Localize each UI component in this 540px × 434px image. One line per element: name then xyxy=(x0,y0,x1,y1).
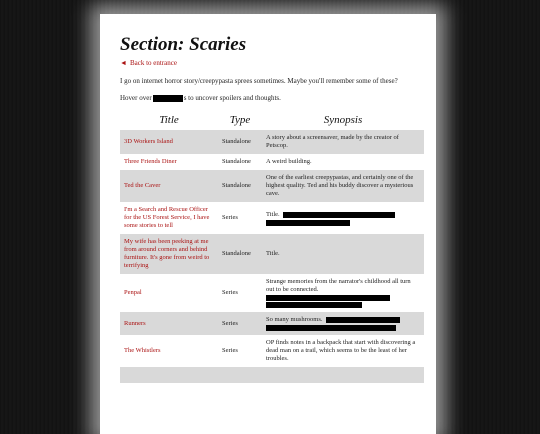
back-link[interactable] xyxy=(120,59,424,67)
header-title: Title xyxy=(159,114,179,126)
spoiler-redaction[interactable] xyxy=(266,325,396,331)
hover-hint-prefix: Hover over xyxy=(120,94,152,102)
story-type: Standalone xyxy=(218,234,262,274)
story-type xyxy=(218,367,262,383)
synopsis-line xyxy=(266,211,420,219)
story-type: Series xyxy=(222,214,238,221)
story-synopsis: Title. xyxy=(262,234,424,274)
hover-hint-suffix: s to uncover spoilers and thoughts. xyxy=(183,94,281,102)
table-row xyxy=(120,274,424,312)
table-row xyxy=(120,170,424,202)
story-title-link[interactable]: Ted the Caver xyxy=(120,170,218,202)
table-row xyxy=(120,202,424,234)
story-synopsis: One of the earliest creepypastas, and certainly one of the highest quality. Ted and his buddy discover a mysterious cave. xyxy=(262,170,424,202)
story-title-link[interactable]: 3D Workers Island xyxy=(120,130,218,154)
page-title: Section: Scaries xyxy=(120,34,247,55)
back-link-label: Back to entrance xyxy=(129,59,177,67)
spoiler-redaction[interactable] xyxy=(266,302,362,308)
intro-text: I go on internet horror story/creepypasta sprees sometimes. Maybe you'll remember some of these? xyxy=(120,77,398,85)
header-synopsis: Synopsis xyxy=(323,114,363,126)
story-title-link[interactable]: Runners xyxy=(120,312,218,335)
story-type: Series xyxy=(222,347,238,354)
story-type: Standalone xyxy=(218,130,262,154)
story-synopsis: Strange memories from the narrator's childhood all turn out to be connected. xyxy=(266,278,411,293)
story-title-link[interactable]: I'm a Search and Rescue Officer for the US Forest Service, I have some stories to tell xyxy=(124,206,210,229)
story-type: Series xyxy=(222,289,238,296)
story-title-link[interactable]: The Whistlers xyxy=(124,347,161,354)
story-synopsis: So many mushrooms. xyxy=(266,316,323,323)
table-row xyxy=(120,335,424,367)
table-row xyxy=(120,234,424,274)
story-synopsis: A story about a screensaver, made by the creator of Petscop. xyxy=(262,130,424,154)
story-synopsis: OP finds notes in a backpack that start with discovering a dead man on a trail, which seems to be the least of her troubles. xyxy=(266,339,416,362)
story-title-link[interactable]: Three Friends Diner xyxy=(124,158,177,165)
back-arrow-icon: ◄ xyxy=(120,59,127,67)
story-synopsis-cell xyxy=(262,202,424,234)
spoiler-redaction[interactable] xyxy=(326,317,400,323)
story-synopsis xyxy=(262,367,424,383)
spoiler-redaction[interactable] xyxy=(266,295,390,301)
spoiler-sample[interactable] xyxy=(153,95,183,102)
synopsis-line xyxy=(266,316,420,324)
content-page xyxy=(100,14,436,434)
story-type: Standalone xyxy=(218,170,262,202)
spoiler-redaction[interactable] xyxy=(266,220,350,226)
table-row xyxy=(120,130,424,154)
story-title-link[interactable]: My wife has been peeking at me from around corners and behind furniture. It's gone from weird to terrifying xyxy=(120,234,218,274)
stories-table xyxy=(120,112,424,383)
table-header-row xyxy=(120,112,424,130)
story-synopsis: Title. xyxy=(266,210,280,218)
spoiler-redaction[interactable] xyxy=(283,212,395,218)
header-type: Type xyxy=(229,114,251,126)
story-title-link[interactable]: Penpal xyxy=(124,289,142,296)
story-type: Series xyxy=(218,312,262,335)
story-type: Standalone xyxy=(222,158,251,165)
story-synopsis: A weird building. xyxy=(266,158,312,165)
table-row xyxy=(120,154,424,170)
story-synopsis-cell xyxy=(262,312,424,335)
story-title-link[interactable] xyxy=(120,367,218,383)
table-row xyxy=(120,312,424,335)
table-row xyxy=(120,367,424,383)
hover-hint xyxy=(120,94,424,102)
story-synopsis-cell xyxy=(262,274,424,312)
